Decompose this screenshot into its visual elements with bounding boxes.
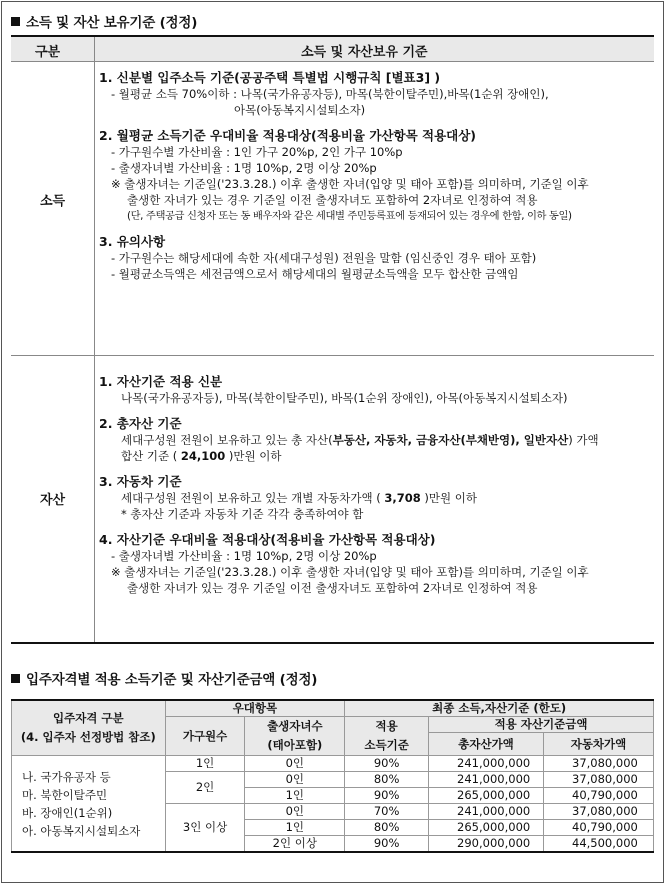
header-car: 자동차가액: [544, 733, 654, 756]
header-category: 구분: [35, 45, 61, 60]
table-row: 3인 이상 0인 70% 241,000,000 37,080,000: [12, 804, 654, 820]
square-bullet-icon: [11, 17, 20, 26]
income-criteria: 1. 신분별 입주소득 기준(공공주택 특별법 시행규칙 [별표3] ) - 월평균 소득 70%이하 : 나목(국가유공자등), 마목(북한이탈주민),바목(1순위 장애인), 아목(아동복지시설퇴소자) 2. 월평균 소득기준 우대비율 적용대상(적용비율 가산항목 적용대상) - 가구원수별 가산비율 : 1인 가구 20%p, 2인 가구 10%p - 출생자녀별 가산비율 : 1명 10%p, 2명 이상 20%p ※ 출생자녀는 기준일('23.3.28.) 이후 출생한 자녀(입양 및 태아 포함)를 의미하며, 기준일 이후 출생한 자녀가 있는 경우 기준일 이전 출생자녀도 포함하여 2자녀로 인정하여 적용 (단, 주택공급 신청자 또는 동 배우자와 같은 세대별 주민등록표에 등재되어 있는 경우에 한함, 이하 동일) 3. 유의사항 - 가구원수는 해당세대에 속한 자(세대구성원) 전원을 말함 (임신중인 경우 태아 포함) - 월평균소득액은 세전금액으로서 해당세대의 월평균소득액을 모두 합산한 금액임: [99, 70, 589, 281]
header-total-asset: 총자산가액: [429, 733, 544, 756]
car-asset-limit: 3,708: [384, 491, 421, 505]
section-title-criteria: 소득 및 자산 보유기준 (정정): [11, 11, 197, 31]
header-income: 적용 소득기준: [345, 717, 429, 756]
criteria-table-header: [11, 37, 654, 62]
header-preference: 우대항목: [165, 700, 345, 717]
asset-criteria: 1. 자산기준 적용 신분 나목(국가유공자등), 마목(북한이탈주민), 바목(1순위 장애인), 아목(아동복지시설퇴소자) 2. 총자산 기준 세대구성원 전원이 보유하고 있는 총 자산(부동산, 자동차, 금융자산(부채반영), 일반자산) 가액 합산 기준 ( 24,100 )만원 이하 3. 자동차 기준 세대구성원 전원이 보유하고 있는 개별 자동차가액 ( 3,708 )만원 이하 * 총자산 기준과 자동차 기준 각각 충족하여야 함 4. 자산기준 우대비율 적용대상(적용비율 가산항목 적용대상) - 출생자녀별 가산비율 : 1명 10%p, 2명 이상 20%p ※ 출생자녀는 기준일('23.3.28.) 이후 출생한 자녀(입양 및 태아 포함)를 의미하며, 기준일 이후 출생한 자녀가 있는 경우 기준일 이전 출생자녀도 포함하여 2자녀로 인정하여 적용: [99, 374, 599, 595]
qualification-table: [11, 699, 654, 853]
header-births: 출생자녀수 (태아포함): [245, 717, 345, 756]
table-row: 1인 80% 265,000,000 40,790,000: [12, 820, 654, 836]
criteria-table: [11, 35, 654, 644]
table-row: 2인 이상 90% 290,000,000 44,500,000: [12, 836, 654, 853]
total-asset-limit: 24,100: [180, 449, 226, 463]
header-criteria: 소득 및 자산보유 기준: [301, 45, 428, 60]
qualification-list: 나. 국가유공자 등 마. 북한이탈주민 바. 장애인(1순위) 아. 아동복지시설퇴소자: [12, 756, 166, 853]
header-final: 최종 소득,자산기준 (한도): [345, 700, 654, 717]
asset-label: 자산: [39, 493, 66, 508]
table-row: 1인 90% 265,000,000 40,790,000: [12, 788, 654, 804]
table-row: 2인 0인 80% 241,000,000 37,080,000: [12, 772, 654, 788]
header-asset-group: 적용 자산기준금액: [429, 717, 654, 733]
section-title-table: 입주자격별 적용 소득기준 및 자산기준금액 (정정): [11, 668, 317, 688]
table-row: 나. 국가유공자 등 마. 북한이탈주민 바. 장애인(1순위) 아. 아동복지시설퇴소자 1인 0인 90% 241,000,000 37,080,000: [12, 756, 654, 772]
income-label: 소득: [39, 194, 66, 209]
square-bullet-icon: [11, 674, 20, 683]
header-household: 가구원수: [165, 717, 245, 756]
header-qualification: 입주자격 구분 (4. 입주자 선정방법 참조): [12, 700, 166, 756]
